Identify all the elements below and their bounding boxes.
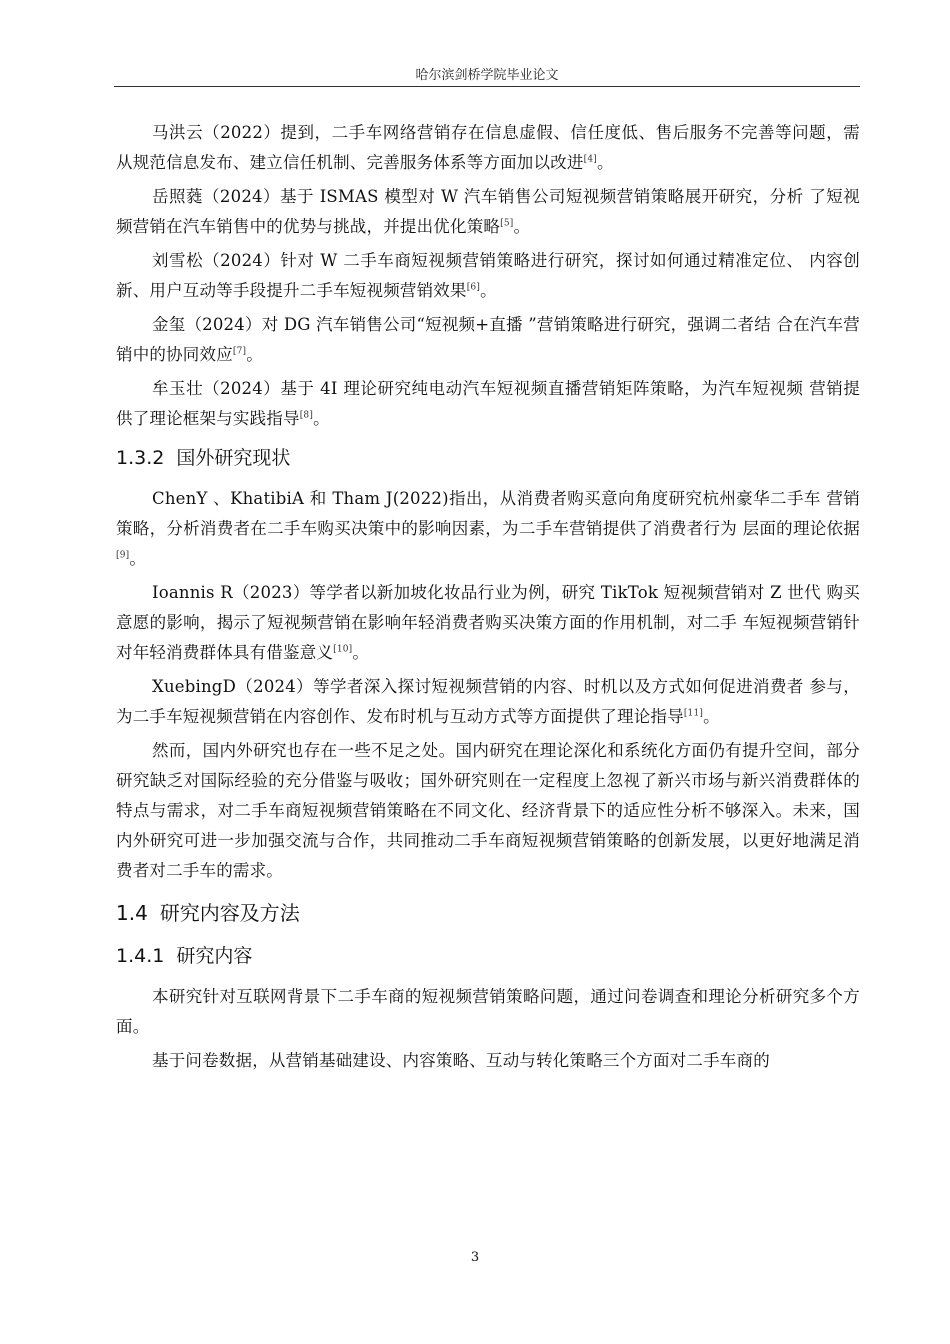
paragraph: XuebingD（2024）等学者深入探讨短视频营销的内容、时机以及方式如何促进消费者 参与，为二手车短视频营销在内容创作、发布时机与互动方式等方面提供了理论指导[11]。 (116, 677, 860, 726)
running-header: 哈尔滨剑桥学院毕业论文 (415, 68, 559, 83)
page-number: 3 (470, 1250, 480, 1265)
paragraph: Ioannis R（2023）等学者以新加坡化妆品行业为例，研究 TikTok 短视频营销对 Z 世代 购买意愿的影响，揭示了短视频营销在影响年轻消费者购买决策方面的作用机制，对二手 车短视频营销针对年轻消费群体具有借鉴意义[10]。 (116, 583, 860, 662)
body-text (116, 118, 860, 1080)
section-heading-1-4: 1.4 研究内容及方法 (116, 901, 300, 925)
paragraph: 牟玉壮（2024）基于 4I 理论研究纯电动汽车短视频直播营销矩阵策略，为汽车短视频 营销提供了理论框架与实践指导[8]。 (116, 379, 860, 428)
citation: [4] (583, 154, 597, 165)
section-heading-1-4-1: 1.4.1 研究内容 (116, 945, 253, 967)
citation: [5] (500, 218, 514, 229)
paragraph: 然而，国内外研究也存在一些不足之处。国内研究在理论深化和系统化方面仍有提升空间，部分研究缺乏对国际经验的充分借鉴与吸收；国外研究则在一定程度上忽视了新兴市场与新兴消费群体的特点与需求，对二手车商短视频营销策略在不同文化、经济背景下的适应性分析不够深入。未来，国内外研究可进一步加强交流与合作，共同推动二手车商短视频营销策略的创新发展，以更好地满足消费者对二手车的需求。 (116, 741, 860, 880)
paragraph: 本研究针对互联网背景下二手车商的短视频营销策略问题，通过问卷调查和理论分析研究多个方面。 (116, 987, 860, 1036)
paragraph: 马洪云（2022）提到，二手车网络营销存在信息虚假、信任度低、售后服务不完善等问题，需从规范信息发布、建立信任机制、完善服务体系等方面加以改进[4]。 (116, 123, 860, 172)
citation: [9] (116, 550, 130, 561)
paragraph: 基于问卷数据，从营销基础建设、内容策略、互动与转化策略三个方面对二手车商的 (152, 1051, 770, 1070)
citation: [7] (232, 346, 247, 357)
citation: [8] (299, 410, 314, 421)
section-heading-1-3-2: 1.3.2 国外研究现状 (116, 447, 291, 469)
citation: [11] (683, 708, 704, 719)
paragraph: 岳照蕤（2024）基于 ISMAS 模型对 W 汽车销售公司短视频营销策略展开研究，分析 了短视频营销在汽车销售中的优势与挑战，并提出优化策略[5]。 (116, 187, 860, 236)
citation: [10] (333, 644, 353, 655)
paragraph: 刘雪松（2024）针对 W 二手车商短视频营销策略进行研究，探讨如何通过精准定位、 内容创新、用户互动等手段提升二手车短视频营销效果[6]。 (116, 251, 860, 300)
header-divider (114, 86, 860, 87)
paragraph: ChenY 、KhatibiA 和 Tham J(2022)指出，从消费者购买意向角度研究杭州豪华二手车 营销策略，分析消费者在二手车购买决策中的影响因素，为二手车营销提供了消费者行为 层面的理论依据[9]。 (116, 489, 860, 568)
paragraph: 金玺（2024）对 DG 汽车销售公司“短视频+直播 ”营销策略进行研究，强调二者结 合在汽车营销中的协同效应[7]。 (116, 315, 860, 364)
citation: [6] (466, 282, 481, 293)
